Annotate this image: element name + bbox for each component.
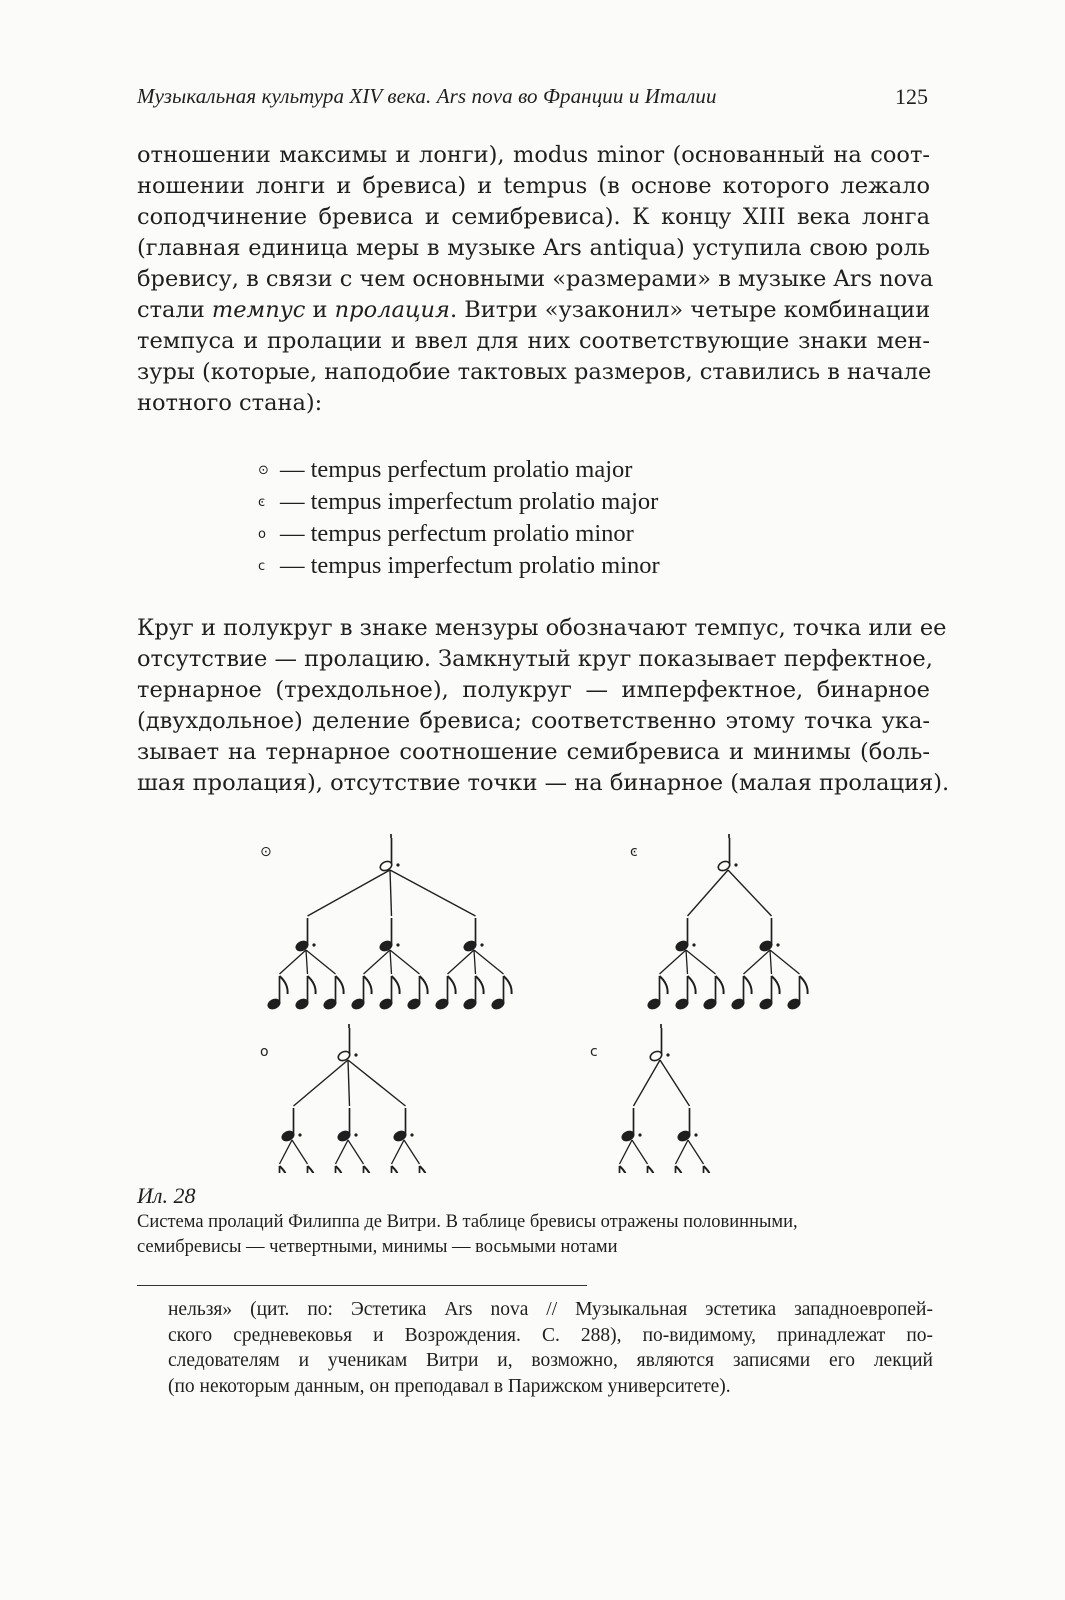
tree-branch <box>348 1060 350 1106</box>
caption-line: семибревисы — четвертными, минимы — восьмыми нотами <box>137 1237 618 1257</box>
minim-eighth-note <box>647 976 668 1010</box>
text-line: шая пролация), отсутствие точки — на бинарное (малая пролация). <box>137 770 950 796</box>
tree-branch <box>280 1140 293 1164</box>
sign-label: — tempus perfectum prolatio major <box>280 456 633 483</box>
tree-branch <box>744 950 771 974</box>
tree-branch <box>660 950 687 974</box>
page-number: 125 <box>895 84 928 109</box>
text-line: зывает на тернарное соотношение семибревиса и минимы (боль- <box>137 739 930 765</box>
mensuration-sign-list <box>258 454 660 582</box>
minim-eighth-note <box>675 976 696 1010</box>
text-line: ношении лонги и бревиса) и tempus (в основе которого лежало <box>137 173 930 199</box>
tree-branch <box>390 870 392 916</box>
semibreve-quarter-note <box>675 918 696 952</box>
tree-branch <box>770 950 772 974</box>
sign-label: — tempus imperfectum prolatio minor <box>280 552 660 579</box>
text-line <box>137 295 930 326</box>
breve-half-note <box>649 1028 670 1062</box>
footnote-line: следователям и ученикам Витри и, возможно, являются записями его лекций <box>168 1350 933 1371</box>
tree-branch <box>686 950 688 974</box>
minim-eighth-note <box>323 1166 344 1173</box>
text-line: (двухдольное) деление бревиса; соответственно этому точка ука- <box>137 708 930 734</box>
tree-branch <box>448 950 475 974</box>
minim-eighth-note <box>787 976 808 1010</box>
prolation-tree-figure <box>250 828 840 1173</box>
minim-eighth-note <box>295 1166 316 1173</box>
tree-branch <box>634 1060 661 1106</box>
text-run: . Витри «узаконил» четыре комбинации <box>449 297 931 323</box>
minim-eighth-note <box>731 976 752 1010</box>
breve-half-note <box>379 838 400 872</box>
paragraph-2 <box>137 613 950 799</box>
text-line: тернарное (трехдольное), полукруг — имперфектное, бинарное <box>137 677 930 703</box>
minim-eighth-note <box>435 976 456 1010</box>
footnote-line: ского средневековья и Возрождения. С. 288), по-видимому, принадлежат по- <box>168 1324 933 1346</box>
minim-eighth-note <box>351 976 372 1010</box>
tree-branch <box>688 870 729 916</box>
footnote-line: (по некоторым данным, он преподавал в Парижском университете). <box>168 1375 731 1397</box>
breve-half-note <box>717 838 738 872</box>
semibreve-quarter-note <box>295 918 316 952</box>
text-run: стали <box>137 297 212 323</box>
sign-item <box>258 486 660 518</box>
footnote-divider <box>137 1285 587 1286</box>
minim-eighth-note <box>267 976 288 1010</box>
figure-number: Ил. 28 <box>137 1183 196 1208</box>
tree-branch <box>474 950 504 974</box>
minim-eighth-note <box>379 1166 400 1173</box>
tree-branch <box>390 950 392 974</box>
prolation-tree <box>630 834 808 1010</box>
tree-branch <box>620 1140 633 1164</box>
term-prolatio: пролация <box>334 297 450 323</box>
sign-item <box>258 518 660 550</box>
sign-label: — tempus perfectum prolatio minor <box>280 520 634 547</box>
minim-eighth-note <box>635 1166 656 1173</box>
tree-branch <box>280 950 307 974</box>
circle-icon: o <box>258 527 266 542</box>
tree-branch <box>336 1140 349 1164</box>
minim-eighth-note <box>351 1166 372 1173</box>
figure-caption <box>137 1210 937 1260</box>
minim-eighth-note <box>703 976 724 1010</box>
term-tempus: темпус <box>211 297 306 323</box>
tree-branch <box>728 870 772 916</box>
tree-branch <box>390 870 476 916</box>
text-line: отношении максимы и лонги), modus minor (основанный на соот- <box>137 142 930 168</box>
semicircle-icon: c <box>258 559 266 574</box>
tree-branch <box>292 1140 308 1164</box>
tree-branch <box>686 950 716 974</box>
text-line: отсутствие — пролацию. Замкнутый круг показывает перфектное, <box>137 646 933 672</box>
footnote <box>168 1297 933 1399</box>
prolation-tree <box>590 1024 712 1173</box>
minim-eighth-note <box>463 976 484 1010</box>
tree-branch <box>364 950 391 974</box>
text-line: Круг и полукруг в знаке мензуры обозначают темпус, точка или ее <box>137 615 947 641</box>
tree-branch <box>348 1140 364 1164</box>
semibreve-quarter-note <box>379 918 400 952</box>
semicircle-dot-icon: ͼ <box>258 495 266 510</box>
tree-branch <box>392 1140 405 1164</box>
prolation-tree <box>260 1024 428 1173</box>
minim-eighth-note <box>607 1166 628 1173</box>
tree-branch <box>660 1060 690 1106</box>
minim-eighth-note <box>407 1166 428 1173</box>
semicircle-icon: c <box>590 1044 598 1060</box>
minim-eighth-note <box>267 1166 288 1173</box>
semibreve-quarter-note <box>463 918 484 952</box>
tree-branch <box>306 950 308 974</box>
tree-branch <box>770 950 800 974</box>
paragraph-1 <box>137 140 934 419</box>
tree-branch <box>632 1140 648 1164</box>
minim-eighth-note <box>663 1166 684 1173</box>
text-run: и <box>305 297 335 323</box>
tree-branch <box>404 1140 420 1164</box>
tree-branch <box>474 950 476 974</box>
minim-eighth-note <box>407 976 428 1010</box>
minim-eighth-note <box>759 976 780 1010</box>
tree-branch <box>308 870 391 916</box>
sign-item <box>258 454 660 486</box>
sign-label: — tempus imperfectum prolatio major <box>280 488 659 515</box>
minim-eighth-note <box>295 976 316 1010</box>
text-line: нотного стана): <box>137 390 323 416</box>
semibreve-quarter-note <box>677 1108 698 1142</box>
semibreve-quarter-note <box>621 1108 642 1142</box>
minim-eighth-note <box>379 976 400 1010</box>
tree-branch <box>688 1140 704 1164</box>
semibreve-quarter-note <box>337 1108 358 1142</box>
tree-branch <box>390 950 420 974</box>
semibreve-quarter-note <box>393 1108 414 1142</box>
breve-half-note <box>337 1028 358 1062</box>
semibreve-quarter-note <box>281 1108 302 1142</box>
tree-branch <box>676 1140 689 1164</box>
text-line: бревису, в связи с чем основными «размерами» в музыке Ars nova <box>137 266 934 292</box>
text-line: темпуса и пролации и ввел для них соответствующие знаки мен- <box>137 328 930 354</box>
caption-line: Система пролаций Филиппа де Витри. В таблице бревисы отражены половинными, <box>137 1212 798 1232</box>
semicircle-dot-icon: ͼ <box>630 844 638 860</box>
footnote-line: нельзя» (цит. по: Эстетика Ars nova // Музыкальная эстетика западноевропей- <box>168 1299 933 1320</box>
minim-eighth-note <box>323 976 344 1010</box>
circle-dot-icon: ⊙ <box>260 844 272 860</box>
text-line: (главная единица меры в музыке Ars antiqua) уступила свою роль <box>137 235 930 261</box>
tree-branch <box>306 950 336 974</box>
prolation-tree <box>260 834 512 1010</box>
circle-icon: o <box>260 1044 269 1060</box>
tree-branch <box>348 1060 406 1106</box>
text-line: соподчинение бревиса и семибревиса). К концу XIII века лонга <box>137 204 930 230</box>
text-line: зуры (которые, наподобие тактовых размеров, ставились в начале <box>137 359 932 385</box>
running-head: Музыкальная культура XIV века. Ars nova во Франции и Италии <box>137 84 717 108</box>
tree-branch <box>294 1060 349 1106</box>
semibreve-quarter-note <box>759 918 780 952</box>
sign-item <box>258 550 660 582</box>
minim-eighth-note <box>691 1166 712 1173</box>
minim-eighth-note <box>491 976 512 1010</box>
circle-dot-icon: ⊙ <box>258 463 269 478</box>
